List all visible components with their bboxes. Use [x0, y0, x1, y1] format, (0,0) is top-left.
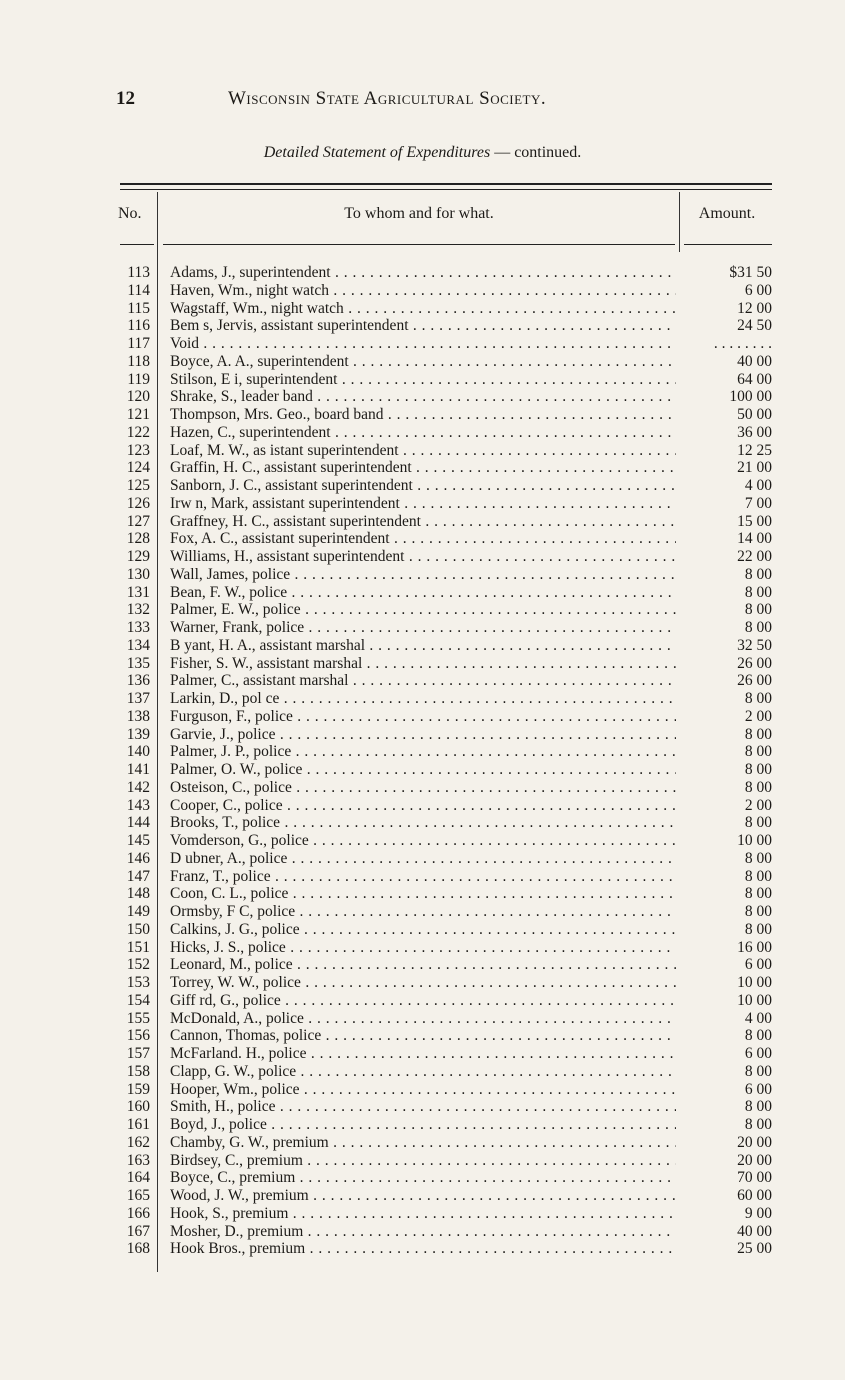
- row-amount: 8 00: [744, 778, 772, 796]
- row-description: Giff rd, G., police . . .: [170, 992, 676, 1010]
- row-amount: 8 00: [744, 849, 772, 867]
- row-amount: 8 00: [744, 814, 772, 832]
- row-description: Haven, Wm., night watch . . .: [170, 282, 676, 300]
- row-description: Franz, T., police . . .: [170, 868, 676, 886]
- row-amount: 10 00: [737, 832, 772, 849]
- row-description: Garvie, J., police . . .: [170, 726, 676, 744]
- row-number: 139: [126, 725, 150, 743]
- row-description: Hicks, J. S., police . . .: [170, 939, 676, 957]
- row-amount: 32 50: [737, 636, 772, 654]
- column-header-no: No.: [118, 205, 142, 222]
- running-title: Wisconsin State Agricultural Society.: [228, 88, 547, 109]
- row-amount: 70 00: [737, 1169, 772, 1187]
- row-amount: 8 00: [744, 583, 772, 601]
- table-row: [0, 477, 845, 495]
- table-row: [0, 797, 845, 815]
- table-row: [0, 335, 845, 353]
- table-row: [0, 779, 845, 797]
- row-amount: 9 00: [744, 1204, 772, 1222]
- row-amount: 8 00: [744, 885, 772, 903]
- table-row: [0, 388, 845, 406]
- page-number: 12: [116, 88, 135, 109]
- row-number: 121: [126, 406, 150, 423]
- row-description: Torrey, W. W., police . . .: [170, 974, 676, 992]
- row-amount: 20 00: [737, 1133, 772, 1151]
- row-number: 157: [126, 1045, 150, 1062]
- row-number: 129: [126, 548, 150, 565]
- row-number: 124: [126, 459, 150, 477]
- table-row: [0, 1116, 845, 1134]
- row-amount: 8 00: [744, 920, 772, 938]
- row-number: 119: [127, 370, 150, 388]
- row-number: 144: [126, 814, 150, 832]
- row-amount: 4 00: [744, 1009, 772, 1027]
- row-amount: 8 00: [744, 1027, 772, 1045]
- row-amount: 6 00: [744, 281, 772, 299]
- table-row: [0, 956, 845, 974]
- row-number: 155: [126, 1009, 150, 1027]
- row-number: 145: [126, 832, 150, 849]
- row-number: 154: [126, 991, 150, 1009]
- row-description: Palmer, O. W., police . . .: [170, 761, 676, 779]
- row-description: Larkin, D., pol ce . . .: [170, 690, 676, 708]
- row-number: 127: [126, 512, 150, 530]
- table-row: [0, 1045, 845, 1063]
- table-row: [0, 1187, 845, 1205]
- table-row: [0, 1223, 845, 1241]
- row-description: McDonald, A., police . . .: [170, 1010, 676, 1028]
- row-description: Adams, J., superintendent . . .: [170, 264, 676, 282]
- row-description: Thompson, Mrs. Geo., board band . . .: [170, 406, 676, 424]
- column-divider-right: [679, 192, 680, 252]
- table-row: [0, 548, 845, 566]
- row-amount: 8 00: [744, 903, 772, 920]
- row-number: 117: [127, 335, 150, 352]
- row-description: Cooper, C., police . . .: [170, 797, 676, 815]
- row-description: Palmer, J. P., police . . .: [170, 743, 676, 761]
- table-row: [0, 1010, 845, 1028]
- row-number: 114: [127, 281, 150, 299]
- row-amount: 26 00: [737, 672, 772, 690]
- row-description: Birdsey, C., premium . . .: [170, 1152, 676, 1170]
- row-amount: 20 00: [737, 1151, 772, 1169]
- table-row: [0, 1152, 845, 1170]
- table-row: [0, 832, 845, 850]
- table-row: [0, 726, 845, 744]
- row-amount: 6 00: [744, 1045, 772, 1062]
- table-row: [0, 974, 845, 992]
- expenditure-table-body: [0, 264, 845, 1258]
- table-row: [0, 1205, 845, 1223]
- row-number: 165: [126, 1187, 150, 1204]
- row-description: Mosher, D., premium . . .: [170, 1223, 676, 1241]
- table-row: [0, 1063, 845, 1081]
- row-description: Hazen, C., superintendent . . .: [170, 424, 676, 442]
- row-number: 166: [126, 1204, 150, 1222]
- row-amount: 8 00: [744, 1116, 772, 1133]
- row-number: 161: [126, 1116, 150, 1133]
- row-description: Bean, F. W., police . . .: [170, 584, 676, 602]
- row-amount: 10 00: [737, 991, 772, 1009]
- table-row: [0, 317, 845, 335]
- row-amount: 7 00: [744, 494, 772, 512]
- row-amount: 22 00: [737, 548, 772, 565]
- row-amount: 8 00: [744, 743, 772, 761]
- table-row: [0, 530, 845, 548]
- row-description: Wall, James, police . . .: [170, 566, 676, 584]
- row-number: 148: [126, 885, 150, 903]
- table-row: [0, 992, 845, 1010]
- row-description: McFarland. H., police . . .: [170, 1045, 676, 1063]
- table-row: [0, 921, 845, 939]
- table-row: [0, 655, 845, 673]
- row-amount: 8 00: [744, 1062, 772, 1080]
- table-row: [0, 495, 845, 513]
- row-number: 125: [126, 477, 150, 494]
- row-number: 137: [126, 690, 150, 707]
- subtitle-italic: Detailed Statement of Expenditures: [263, 144, 491, 161]
- table-row: [0, 566, 845, 584]
- row-description: Hook Bros., premium . . .: [170, 1240, 676, 1258]
- row-amount: 10 00: [737, 974, 772, 991]
- table-row: [0, 850, 845, 868]
- table-row: [0, 300, 845, 318]
- row-description: Wood, J. W., premium . . .: [170, 1187, 676, 1205]
- row-description: Warner, Frank, police . . .: [170, 619, 676, 637]
- row-amount: 8 00: [744, 565, 772, 583]
- table-row: [0, 885, 845, 903]
- row-amount: 16 00: [737, 938, 772, 956]
- row-number: 163: [126, 1151, 150, 1169]
- table-row: [0, 903, 845, 921]
- page-header: [116, 88, 676, 114]
- table-row: [0, 619, 845, 637]
- row-number: 164: [126, 1169, 150, 1187]
- row-description: Boyce, A. A., superintendent . . .: [170, 353, 676, 371]
- row-number: 141: [126, 761, 150, 778]
- row-number: 158: [126, 1062, 150, 1080]
- table-row: [0, 814, 845, 832]
- section-subtitle: [0, 144, 845, 162]
- row-description: Fox, A. C., assistant superintendent . . .: [170, 530, 676, 548]
- table-row: [0, 601, 845, 619]
- column-header-description: To whom and for what.: [344, 205, 494, 222]
- table-row: [0, 1027, 845, 1045]
- row-amount: 14 00: [737, 530, 772, 548]
- row-amount: 40 00: [737, 352, 772, 370]
- row-number: 118: [127, 352, 150, 370]
- row-amount: 2 00: [744, 796, 772, 814]
- table-row: [0, 1081, 845, 1099]
- row-description: Boyd, J., police . . .: [170, 1116, 676, 1134]
- row-description: Fisher, S. W., assistant marshal . . .: [170, 655, 676, 673]
- row-description: Furguson, F., police . . .: [170, 708, 676, 726]
- row-number: 130: [126, 565, 150, 583]
- table-row: [0, 584, 845, 602]
- row-amount: 12 00: [737, 299, 772, 317]
- row-number: 113: [127, 264, 150, 281]
- row-description: Chamby, G. W., premium . . .: [170, 1134, 676, 1152]
- table-row: [0, 406, 845, 424]
- table-row: [0, 939, 845, 957]
- row-description: Void . . .: [170, 335, 676, 353]
- row-description: Brooks, T., police . . .: [170, 814, 676, 832]
- row-number: 159: [126, 1080, 150, 1098]
- row-description: Palmer, C., assistant marshal . . .: [170, 672, 676, 690]
- row-amount: 2 00: [744, 707, 772, 725]
- table-row: [0, 761, 845, 779]
- table-row: [0, 353, 845, 371]
- row-number: 156: [126, 1027, 150, 1045]
- row-description: D ubner, A., police . . .: [170, 850, 676, 868]
- row-number: 133: [126, 619, 150, 636]
- row-description: Smith, H., police . . .: [170, 1098, 676, 1116]
- row-number: 116: [127, 317, 150, 335]
- row-number: 136: [126, 672, 150, 690]
- row-description: Leonard, M., police . . .: [170, 956, 676, 974]
- row-number: 126: [126, 494, 150, 512]
- row-number: 134: [126, 636, 150, 654]
- row-number: 160: [126, 1098, 150, 1116]
- table-row: [0, 637, 845, 655]
- row-number: 115: [127, 299, 150, 317]
- row-number: 120: [126, 388, 150, 406]
- table-row: [0, 264, 845, 282]
- table-row: [0, 1098, 845, 1116]
- row-amount: 40 00: [737, 1222, 772, 1240]
- table-row: [0, 743, 845, 761]
- row-description: Hook, S., premium . . .: [170, 1205, 676, 1223]
- table-row: [0, 708, 845, 726]
- row-description: Shrake, S., leader band . . .: [170, 388, 676, 406]
- row-amount: 8 00: [744, 1098, 772, 1116]
- row-description: Palmer, E. W., police . . .: [170, 601, 676, 619]
- row-number: 132: [126, 601, 150, 619]
- row-number: 135: [126, 654, 150, 672]
- row-description: Osteison, C., police . . .: [170, 779, 676, 797]
- top-rule-thin: [120, 189, 772, 190]
- row-number: 153: [126, 974, 150, 991]
- table-row: [0, 690, 845, 708]
- row-number: 143: [126, 796, 150, 814]
- header-underline-amount: [684, 244, 772, 245]
- row-number: 140: [126, 743, 150, 761]
- row-number: 168: [126, 1240, 150, 1258]
- row-description: Hooper, Wm., police . . .: [170, 1081, 676, 1099]
- row-number: 149: [126, 903, 150, 920]
- table-row: [0, 459, 845, 477]
- row-amount: 6 00: [744, 956, 772, 974]
- row-amount: 26 00: [737, 654, 772, 672]
- row-amount: 8 00: [744, 690, 772, 707]
- row-number: 151: [126, 938, 150, 956]
- row-description: Graffney, H. C., assistant superintendent . . .: [170, 513, 676, 531]
- row-description: Calkins, J. G., police . . .: [170, 921, 676, 939]
- header-underline-description: [163, 244, 675, 245]
- row-amount: 24 50: [737, 317, 772, 335]
- table-row: [0, 424, 845, 442]
- row-amount: 4 00: [744, 477, 772, 494]
- row-amount: 25 00: [737, 1240, 772, 1258]
- row-number: 123: [126, 441, 150, 459]
- row-description: Bem s, Jervis, assistant superintendent . . .: [170, 317, 676, 335]
- row-amount: $31 50: [729, 264, 772, 281]
- row-amount: 8 00: [744, 601, 772, 619]
- table-row: [0, 672, 845, 690]
- table-row: [0, 1169, 845, 1187]
- row-amount: 12 25: [737, 441, 772, 459]
- table-row: [0, 442, 845, 460]
- row-amount: 60 00: [737, 1187, 772, 1204]
- row-description: Graffin, H. C., assistant superintendent . . .: [170, 459, 676, 477]
- row-amount: 15 00: [737, 512, 772, 530]
- table-row: [0, 868, 845, 886]
- row-number: 167: [126, 1222, 150, 1240]
- row-amount: . . . . . . . .: [713, 335, 772, 352]
- subtitle-continued: — continued.: [494, 144, 582, 161]
- table-row: [0, 371, 845, 389]
- row-description: B yant, H. A., assistant marshal . . .: [170, 637, 676, 655]
- row-amount: 8 00: [744, 619, 772, 636]
- row-amount: 8 00: [744, 761, 772, 778]
- row-number: 142: [126, 778, 150, 796]
- row-amount: 36 00: [737, 423, 772, 441]
- row-description: Irw n, Mark, assistant superintendent . . .: [170, 495, 676, 513]
- row-amount: 50 00: [737, 406, 772, 423]
- row-number: 152: [126, 956, 150, 974]
- column-header-amount: Amount.: [698, 205, 756, 222]
- row-number: 131: [126, 583, 150, 601]
- row-amount: 8 00: [744, 867, 772, 885]
- row-number: 128: [126, 530, 150, 548]
- row-number: 146: [126, 849, 150, 867]
- table-row: [0, 1240, 845, 1258]
- table-row: [0, 282, 845, 300]
- row-description: Loaf, M. W., as istant superintendent . . .: [170, 442, 676, 460]
- row-amount: 21 00: [737, 459, 772, 477]
- row-description: Boyce, C., premium . . .: [170, 1169, 676, 1187]
- table-row: [0, 1134, 845, 1152]
- row-description: Cannon, Thomas, police . . .: [170, 1027, 676, 1045]
- row-number: 138: [126, 707, 150, 725]
- row-amount: 64 00: [737, 370, 772, 388]
- row-amount: 6 00: [744, 1080, 772, 1098]
- header-underline-no: [120, 244, 154, 245]
- table-row: [0, 513, 845, 531]
- row-description: Wagstaff, Wm., night watch . . .: [170, 300, 676, 318]
- row-amount: 100 00: [729, 388, 772, 406]
- row-number: 150: [126, 920, 150, 938]
- row-description: Clapp, G. W., police . . .: [170, 1063, 676, 1081]
- row-amount: 8 00: [744, 725, 772, 743]
- row-number: 147: [126, 867, 150, 885]
- row-description: Sanborn, J. C., assistant superintendent . . .: [170, 477, 676, 495]
- row-description: Williams, H., assistant superintendent . . .: [170, 548, 676, 566]
- row-description: Coon, C. L., police . . .: [170, 885, 676, 903]
- row-description: Ormsby, F C, police . . .: [170, 903, 676, 921]
- top-rule-thick: [120, 183, 772, 185]
- row-description: Stilson, E i, superintendent . . .: [170, 371, 676, 389]
- row-number: 162: [126, 1133, 150, 1151]
- row-number: 122: [126, 423, 150, 441]
- row-description: Vomderson, G., police . . .: [170, 832, 676, 850]
